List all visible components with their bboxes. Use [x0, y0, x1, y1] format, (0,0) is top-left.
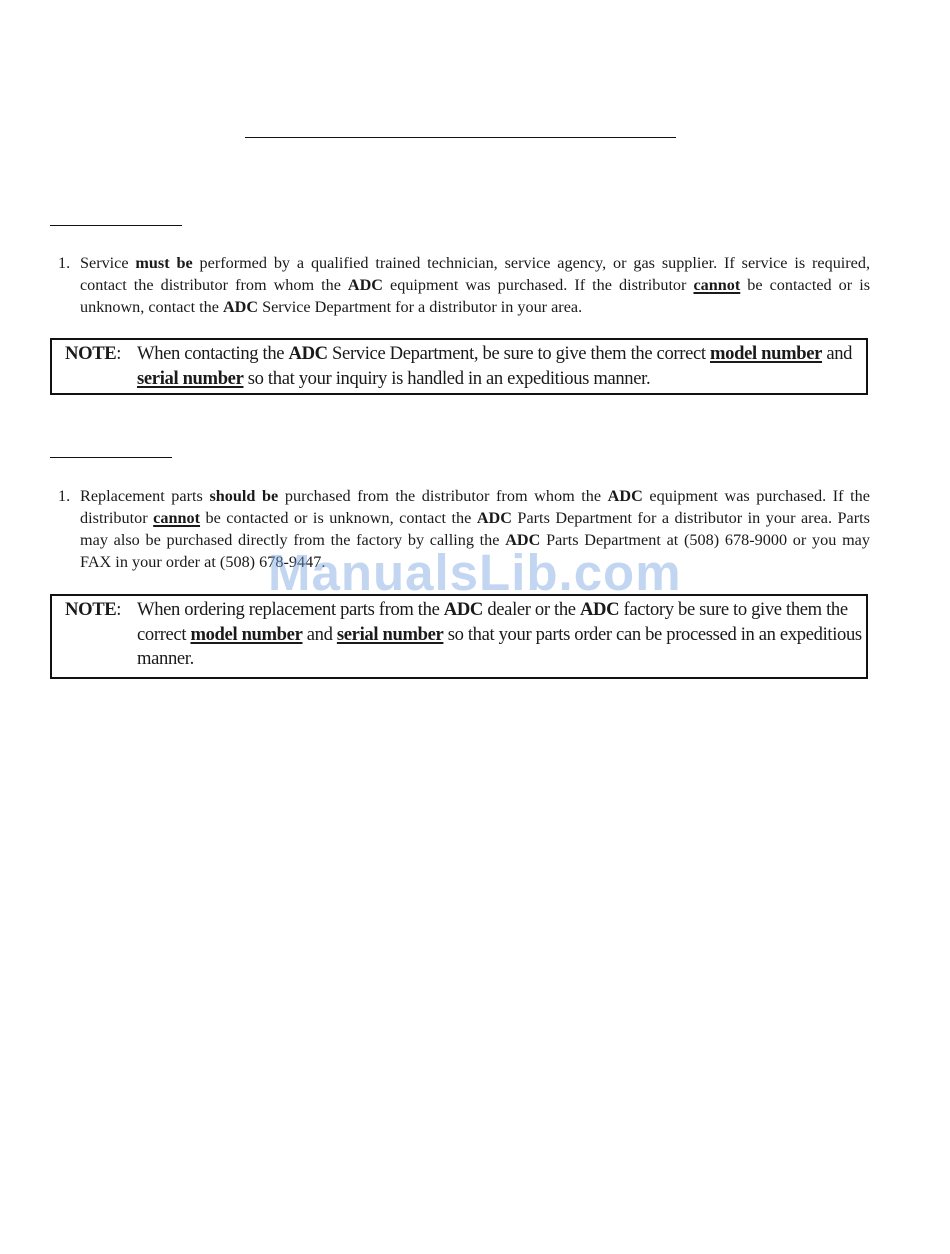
service-heading-underline — [50, 225, 182, 226]
watermark: ManualsLib.com — [268, 544, 682, 601]
item-number: 1. — [58, 487, 71, 505]
service-note-text: When contacting the ADC Service Department, be sure to give them the correct model number and serial number so that your inquiry is handled in an expeditious manner. — [137, 343, 853, 389]
title-underline — [245, 137, 676, 138]
parts-item-text: Replacement parts should be purchased from the distributor from whom the ADC equipment was purchased. If the distributor cannot be contacted or is unknown, contact the ADC Parts Department for a distributor in your area. Parts may also be purchased directly from the factory by calling the ADC Parts Department at (508) 678-9000 or you may FAX in your order at (508) 678-9447. — [80, 487, 870, 571]
parts-heading-underline — [50, 457, 172, 458]
service-note-box — [50, 338, 868, 395]
note-label: NOTE: — [65, 599, 122, 620]
item-number: 1. — [58, 254, 71, 272]
service-item-text: Service must be performed by a qualified trained technician, service agency, or gas supplier. If service is required, contact the distributor from whom the ADC equipment was purchased. If the distributor cannot be contacted or is unknown, contact the ADC Service Department for a distributor in your area. — [80, 254, 870, 316]
parts-note-text: When ordering replacement parts from the ADC dealer or the ADC factory be sure to give them the correct model number and serial number so that your parts order can be processed in an expeditious manner. — [137, 599, 862, 669]
service-item-1 — [58, 252, 870, 318]
parts-note-box — [50, 594, 868, 679]
parts-item-1 — [58, 485, 870, 573]
note-label: NOTE: — [65, 343, 122, 364]
